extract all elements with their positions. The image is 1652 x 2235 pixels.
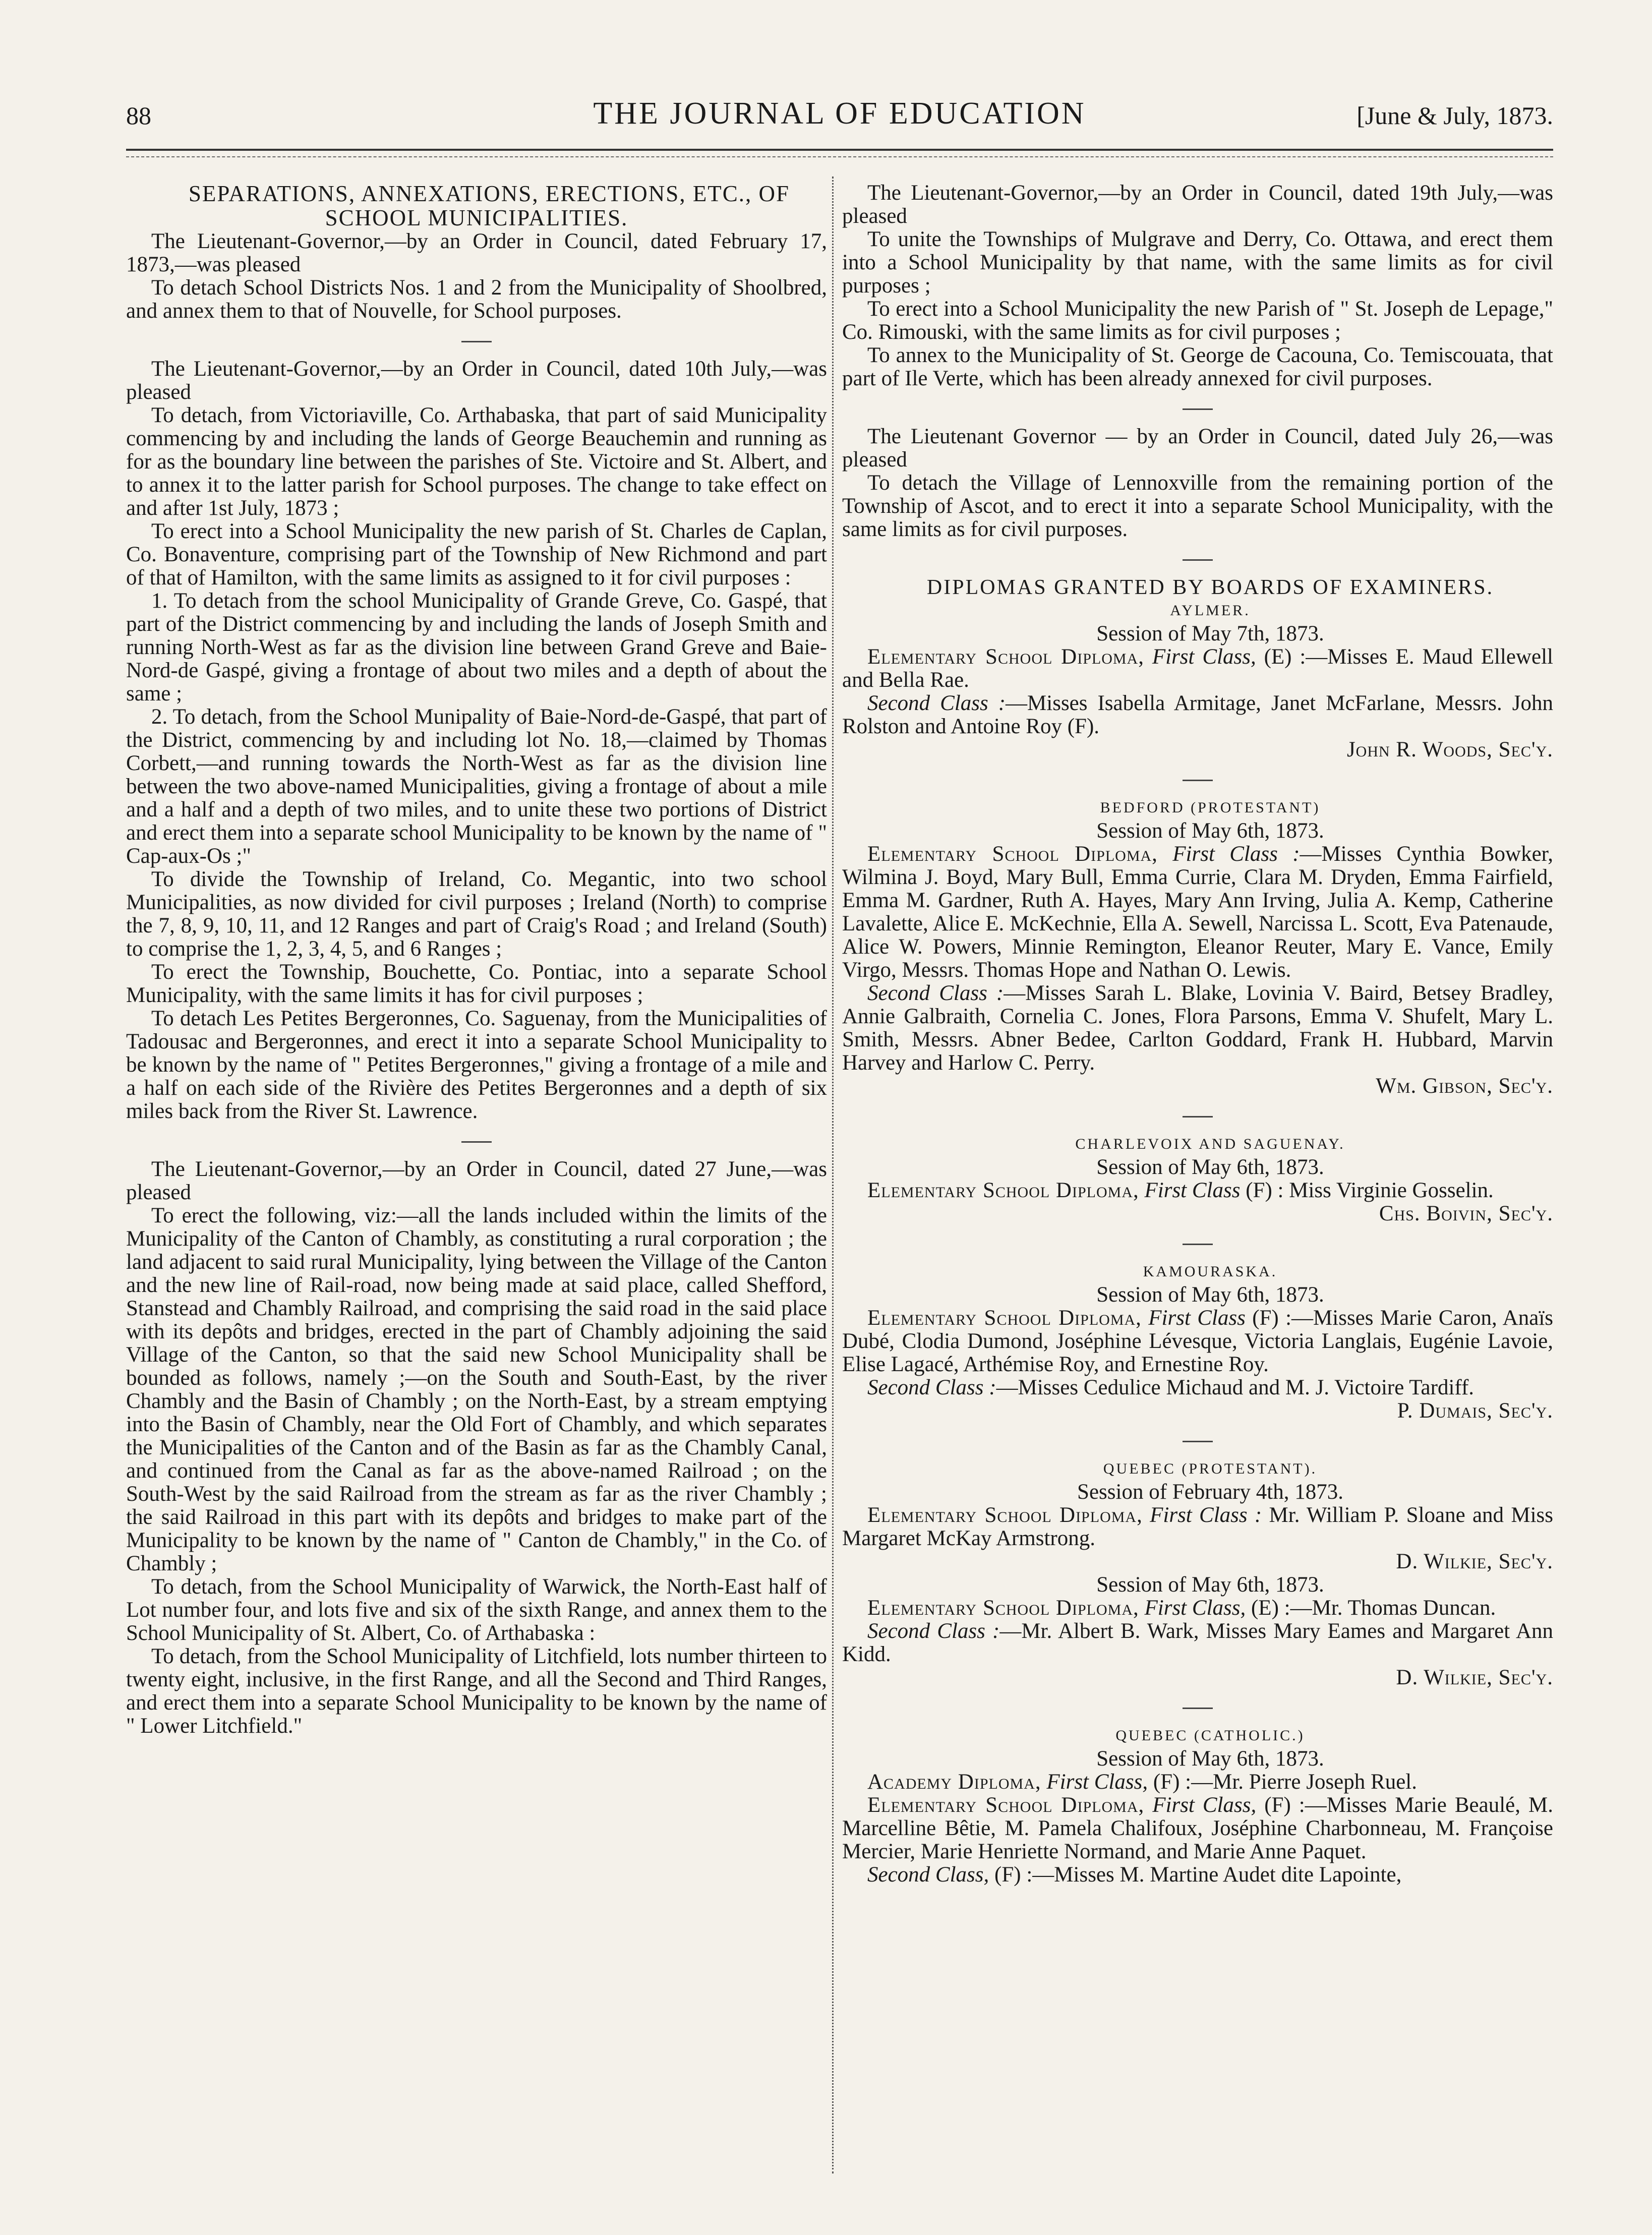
separator: [461, 1141, 492, 1143]
paragraph: To erect the following, viz:—all the lands included within the limits of the Municipality of the Canton of Chambly, as constituting a rural corporation ; the land adjacent to said rural Municipality, lying between the Village of the Canton and the new line of Rail-road, now being made at said place, called Shefford, Stanstead and Chambly Railroad, and comprising the said road in the said place with its depôts and bridges, erected in the part of Chambly adjoining the said Village of the Canton, so that the said new School Municipality shall be bounded as follows, namely ;—on the South and South-East, by the river Chambly and the Basin of Chambly ; on the North-East, by a stream emptying into the Basin of Chambly, near the Old Fort of Chambly, and which separates the Municipalities of the Canton and of the Basin as far as the Chambly Canal, and continued from the Canal as far as the above-named Railroad ; on the South-West by the said Railroad from the stream as far as the river Chambly ; the said Railroad in this part with its depôts and bridges to make part of the Municipality to be known by the name of " Canton de Chambly," in the Co. of Chambly ;: [126, 1204, 827, 1575]
secretary-signature: D. Wilkie, Sec'y.: [1396, 1666, 1553, 1689]
paragraph: To detach, from the School Municipality of Warwick, the North-East half of Lot number four, and lots five and six of the sixth Range, and annex them to the School Municipality of St. Albert, Co. of Arthabaska :: [126, 1575, 827, 1645]
separator: [1183, 1441, 1213, 1442]
session-date: Session of February 4th, 1873.: [1077, 1480, 1343, 1504]
left-column: [126, 182, 827, 1738]
paragraph: To erect into a School Municipality the new Parish of " St. Joseph de Lepage," Co. Rimouski, with the same limits as for civil purposes ;: [842, 297, 1553, 344]
diploma-entry: Second Class :—Misses Isabella Armitage, Janet McFarlane, Messrs. John Rolston and Antoine Roy (F).: [842, 691, 1553, 738]
session-date: Session of May 6th, 1873.: [1096, 1747, 1324, 1771]
diploma-entry: Elementary School Diploma, First Class :—Misses Cynthia Bowker, Wilmina J. Boyd, Mary Bull, Emma Currie, Clara M. Dryden, Emma Fairfield, Emma M. Gardner, Ruth A. Hayes, Mary Ann Irving, Julia A. Kemp, Catherine Lavalette, Alice E. McKechnie, Ella A. Sewell, Narcissa L. Scott, Eva Patenaude, Alice W. Powers, Minnie Remington, Eleanor Reuter, Mary E. Vance, Emily Virgo, Messrs. Thomas Hope and Nathan O. Lewis.: [842, 842, 1553, 982]
header-rule: [126, 149, 1553, 151]
separator: [1183, 780, 1213, 781]
board-place: QUEBEC (PROTESTANT).: [1103, 1460, 1318, 1477]
separator: [1183, 1244, 1213, 1245]
session-date: Session of May 7th, 1873.: [1096, 622, 1324, 645]
diploma-entry: Elementary School Diploma, First Class (F) :—Misses Marie Caron, Anaïs Dubé, Clodia Dumond, Joséphine Lévesque, Victoria Langlais, Eugénie Lavoie, Elise Lagacé, Arthémise Roy, and Ernestine Roy.: [842, 1306, 1553, 1376]
section-heading: SEPARATIONS, ANNEXATIONS, ERECTIONS, ETC., OF SCHOOL MUNICIPALITIES.: [188, 181, 790, 230]
paragraph: To detach, from the School Municipality of Litchfield, lots number thirteen to twenty eight, inclusive, in the first Range, and all the Second and Third Ranges, and erect them into a separate School Municipality to be known by the name of " Lower Litchfield.": [126, 1644, 827, 1738]
separator: [1183, 1708, 1213, 1709]
separator: [1183, 559, 1213, 561]
journal-title: THE JOURNAL OF EDUCATION: [593, 96, 1086, 131]
paragraph: The Lieutenant-Governor,—by an Order in Council, dated February 17, 1873,—was pleased: [126, 229, 827, 276]
session-date: Session of May 6th, 1873.: [1096, 819, 1324, 843]
issue-date: [June & July, 1873.: [1356, 101, 1553, 130]
diploma-entry: Second Class :—Mr. Albert B. Wark, Misses Mary Eames and Margaret Ann Kidd.: [842, 1619, 1554, 1666]
paragraph: The Lieutenant Governor — by an Order in Council, dated July 26,—was pleased: [842, 425, 1553, 472]
separator: [461, 341, 492, 342]
paragraph: To erect into a School Municipality the new parish of St. Charles de Caplan, Co. Bonaventure, comprising part of the Township of New Richmond and part of that of Hamilton, with the same limits as assigned to it for civil purposes :: [126, 519, 827, 590]
paragraph: The Lieutenant-Governor,—by an Order in Council, dated 27 June,—was pleased: [126, 1157, 827, 1204]
session-date: Session of May 6th, 1873.: [1096, 1283, 1324, 1307]
paragraph: 2. To detach, from the School Munipality of Baie-Nord-de-Gaspé, that part of the District, commencing by and including lot No. 18,—claimed by Thomas Corbett,—and running towards the North-West as far as the division line between the two above-named Municipalities, giving a frontage of about a mile and a half and a depth of two miles, and to unite these two portions of District and erect them into a separate school Municipality to be known by the name of " Cap-aux-Os ;": [126, 705, 827, 868]
paragraph: To detach the Village of Lennoxville from the remaining portion of the Township of Ascot, and to erect it into a separate School Municipality, with the same limits as for civil purposes.: [842, 471, 1553, 541]
diploma-entry: Elementary School Diploma, First Class, (E) :—Mr. Thomas Duncan.: [867, 1596, 1496, 1620]
diplomas-heading: DIPLOMAS GRANTED BY BOARDS OF EXAMINERS.: [926, 576, 1494, 599]
secretary-signature: P. Dumais, Sec'y.: [1397, 1399, 1553, 1423]
secretary-signature: Chs. Boivin, Sec'y.: [1379, 1202, 1553, 1225]
session-date: Session of May 6th, 1873.: [1096, 1155, 1324, 1179]
paragraph: To detach, from Victoriaville, Co. Arthabaska, that part of said Municipality commencing by and including the lands of George Beauchemin and running as for as the boundary line between the parishes of Ste. Victoire and St. Albert, and to annex it to the latter parish for School purposes. The change to take effect on and after 1st July, 1873 ;: [126, 403, 827, 520]
secretary-signature: John R. Woods, Sec'y.: [1346, 738, 1553, 761]
diploma-entry: Second Class :—Misses Cedulice Michaud and M. J. Victoire Tardiff.: [867, 1376, 1474, 1399]
paragraph: The Lieutenant-Governor,—by an Order in Council, dated 10th July,—was pleased: [126, 357, 827, 404]
paragraph: 1. To detach from the school Municipality of Grande Greve, Co. Gaspé, that part of the District commencing by and including the lands of Joseph Smith and running North-West as far as the division line between Grand Greve and Baie-Nord-de Gaspé, giving a frontage of about two miles and a depth of about the same ;: [126, 589, 827, 705]
session-date: Session of May 6th, 1873.: [1096, 1573, 1324, 1597]
paragraph: To erect the Township, Bouchette, Co. Pontiac, into a separate School Municipality, with the same limits it has for civil purposes ;: [126, 960, 827, 1007]
paragraph: To annex to the Municipality of St. George de Cacouna, Co. Temiscouata, that part of Ile Verte, which has been already annexed for civil purposes.: [842, 343, 1553, 390]
diploma-entry: Second Class :—Misses Sarah L. Blake, Lovinia V. Baird, Betsey Bradley, Annie Galbraith, Cornelia C. Jones, Flora Parsons, Emma V. Shufelt, Mary L. Smith, Messrs. Abner Bedee, Carlton Goddard, Frank H. Hubbard, Marvin Harvey and Harlow C. Perry.: [842, 981, 1553, 1075]
board-place: BEDFORD (PROTESTANT): [1100, 799, 1321, 816]
secretary-signature: Wm. Gibson, Sec'y.: [1376, 1074, 1553, 1098]
separator: [1183, 1116, 1213, 1118]
paragraph: To divide the Township of Ireland, Co. Megantic, into two school Municipalities, as now divided for civil purposes ; Ireland (North) to comprise the 7, 8, 9, 10, 11, and 12 Ranges and part of Craig's Road ; and Ireland (South) to comprise the 1, 2, 3, 4, 5, and 6 Ranges ;: [126, 867, 827, 961]
diploma-entry: Elementary School Diploma, First Class, (E) :—Misses E. Maud Ellewell and Bella Rae.: [842, 645, 1553, 692]
page-number: 88: [126, 101, 151, 130]
diploma-entry: Academy Diploma, First Class, (F) :—Mr. Pierre Joseph Ruel.: [867, 1770, 1417, 1794]
paragraph: To unite the Townships of Mulgrave and Derry, Co. Ottawa, and erect them into a School Municipality by that name, with the same limits as for civil purposes ;: [842, 227, 1553, 298]
board-place: CHARLEVOIX AND SAGUENAY.: [1075, 1136, 1345, 1152]
paragraph: The Lieutenant-Governor,—by an Order in Council, dated 19th July,—was pleased: [842, 181, 1553, 228]
diploma-entry: Elementary School Diploma, First Class : Mr. William P. Sloane and Miss Margaret McKay Armstrong.: [842, 1503, 1553, 1550]
header-rule-dashed: [126, 156, 1553, 157]
diploma-entry: Elementary School Diploma, First Class (F) : Miss Virginie Gosselin.: [867, 1179, 1494, 1202]
right-column: [842, 182, 1553, 1887]
separator: [1183, 408, 1213, 410]
paragraph: To detach School Districts Nos. 1 and 2 from the Municipality of Shoolbred, and annex them to that of Nouvelle, for School purposes.: [126, 276, 827, 323]
board-place: QUEBEC (CATHOLIC.): [1115, 1727, 1305, 1744]
diploma-entry: Elementary School Diploma, First Class, (F) :—Misses Marie Beaulé, M. Marcelline Bêtie, M. Pamela Chalifoux, Joséphine Charbonneau, M. Françoise Mercier, Marie Henriette Normand, and Marie Anne Paquet.: [842, 1793, 1553, 1863]
secretary-signature: D. Wilkie, Sec'y.: [1396, 1550, 1553, 1573]
board-place: AYLMER.: [1170, 602, 1251, 619]
column-divider: [832, 177, 834, 2173]
diploma-entry: Second Class, (F) :—Misses M. Martine Audet dite Lapointe,: [867, 1863, 1402, 1887]
page-header: [126, 96, 1553, 136]
board-place: KAMOURASKA.: [1143, 1263, 1278, 1280]
paragraph: To detach Les Petites Bergeronnes, Co. Saguenay, from the Municipalities of Tadousac and Bergeronnes, and erect it into a separate School Municipality to be known by the name of " Petites Bergeronnes," giving a frontage of a mile and a half on each side of the Rivière des Petites Bergeronnes and a depth of six miles back from the River St. Lawrence.: [126, 1007, 827, 1123]
